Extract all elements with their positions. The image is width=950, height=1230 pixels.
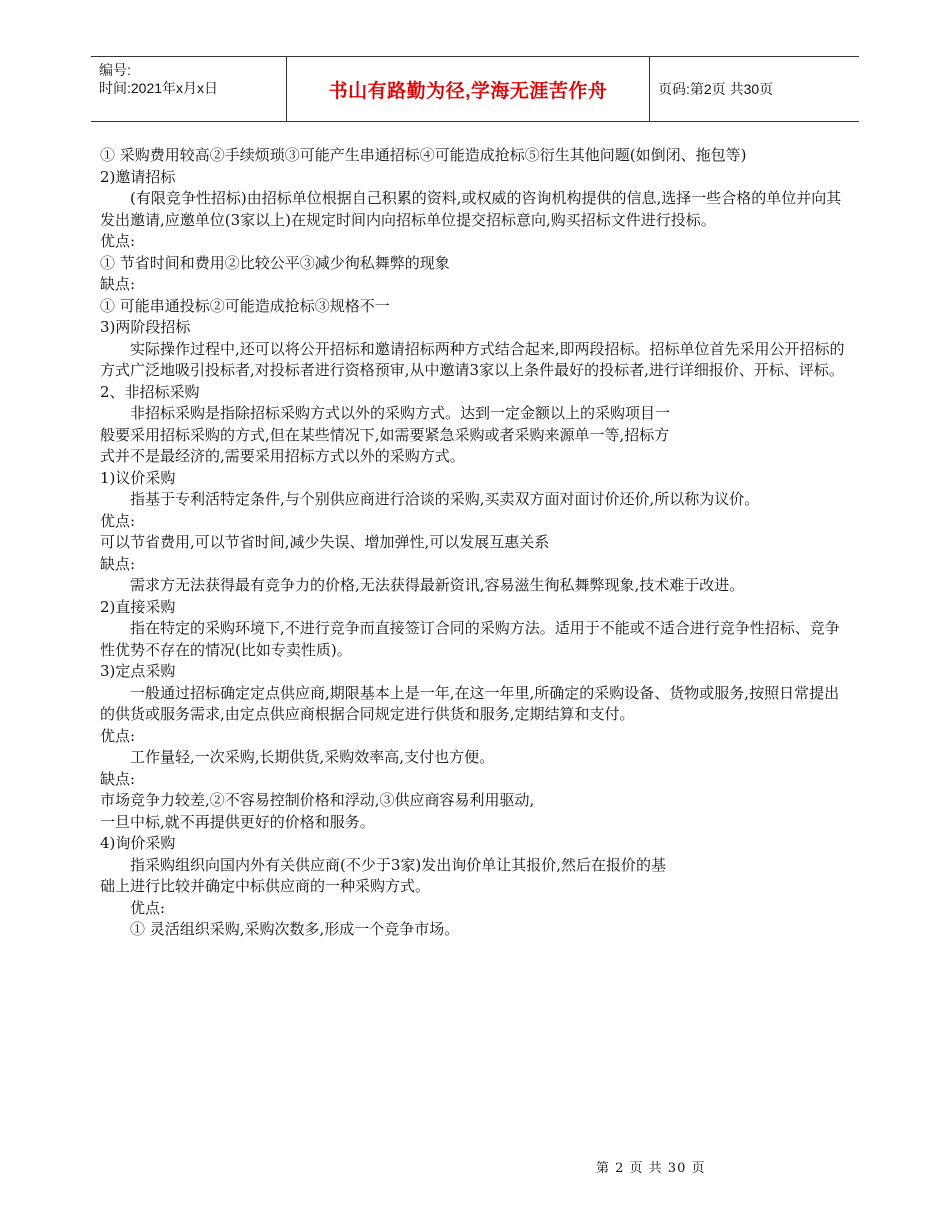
- label-pros: 优点:: [100, 232, 136, 250]
- paragraph: ① 灵活组织采购,采购次数多,形成一个竞争市场。: [130, 920, 460, 938]
- paragraph: 一般通过招标确定定点供应商,期限基本上是一年,在这一年里,所确定的采购设备、货物或服务,按照日常提出的供货或服务需求,由定点供应商根据合同规定进行供货和服务,定期结算和支付。: [100, 683, 840, 723]
- paragraph: 市场竞争力较差,②不容易控制价格和浮动,③供应商容易利用驱动,: [100, 791, 535, 809]
- document-body: [100, 145, 850, 941]
- label-cons: 缺点:: [100, 275, 136, 293]
- paragraph: (有限竞争性招标)由招标单位根据自己积累的资料,或权威的咨询机构提供的信息,选择一些合格的单位并向其发出邀请,应邀单位(3家以上)在规定时间内向招标单位提交招标意向,购买招标文件进行投标。: [100, 189, 842, 229]
- label-pros: 优点:: [100, 511, 136, 530]
- header-page-info: 页码:第2页 共30页: [658, 81, 774, 97]
- section-heading: 1)议价采购: [100, 468, 176, 487]
- page-header: [91, 56, 859, 122]
- section-heading: 2、非招标采购: [100, 382, 200, 401]
- paragraph: 工作量轻,一次采购,长期供货,采购效率高,支付也方便。: [130, 748, 495, 766]
- paragraph: 实际操作过程中,还可以将公开招标和邀请招标两种方式结合起来,即两段招标。招标单位首先采用公开招标的方式广泛地吸引投标者,对投标者进行资格预审,从中邀请3家以上条件最好的投标者,进行详细报价、开标、评标。: [100, 339, 845, 379]
- label-cons: 缺点:: [100, 769, 136, 788]
- paragraph: 非招标采购是指除招标采购方式以外的采购方式。达到一定金额以上的采购项目一般要采用招标采购的方式,但在某些情况下,如需要紧急采购或者采购来源单一等,招标方式并不是最经济的,需要采用招标方式以外的采购方式。: [100, 404, 671, 465]
- paragraph: 指在特定的采购环境下,不进行竞争而直接签订合同的采购方法。适用于不能或不适合进行竞争性招标、竞争性优势不存在的情况(比如专卖性质)。: [100, 619, 840, 659]
- number-label: 编号:: [99, 62, 131, 78]
- header-left: [99, 61, 218, 97]
- label-pros: 优点:: [130, 898, 166, 917]
- section-heading: 3)两阶段招标: [100, 318, 191, 336]
- page-footer: 第 2 页 共 30 页: [596, 1161, 706, 1176]
- paragraph: 础上进行比较并确定中标供应商的一种采购方式。: [100, 877, 431, 895]
- label-pros: 优点:: [100, 726, 136, 745]
- paragraph: ① 可能串通投标②可能造成抢标③规格不一: [100, 296, 390, 315]
- section-heading: 2)直接采购: [100, 597, 176, 616]
- paragraph: ① 采购费用较高②手续烦琐③可能产生串通招标④可能造成抢标⑤衍生其他问题(如倒闭、拖包等): [100, 146, 747, 164]
- header-slogan: 书山有路勤为径,学海无涯苦作舟: [286, 57, 650, 121]
- paragraph: 指基于专利活特定条件,与个别供应商进行洽谈的采购,买卖双方面对面讨价还价,所以称为议价。: [130, 490, 760, 508]
- section-heading: 3)定点采购: [100, 662, 176, 680]
- section-heading: 4)询价采购: [100, 834, 176, 852]
- paragraph: 一旦中标,就不再提供更好的价格和服务。: [100, 812, 375, 831]
- paragraph: 可以节省费用,可以节省时间,减少失误、增加弹性,可以发展互惠关系: [100, 533, 550, 551]
- date-label: 时间:2021年x月x日: [99, 80, 219, 96]
- paragraph: 需求方无法获得最有竞争力的价格,无法获得最新资讯,容易滋生徇私舞弊现象,技术难于改进。: [130, 576, 745, 594]
- section-heading: 2)邀请招标: [100, 167, 176, 186]
- label-cons: 缺点:: [100, 554, 136, 573]
- paragraph: ① 节省时间和费用②比较公平③减少徇私舞弊的现象: [100, 253, 450, 272]
- paragraph: 指采购组织向国内外有关供应商(不少于3家)发出询价单让其报价,然后在报价的基: [130, 855, 667, 874]
